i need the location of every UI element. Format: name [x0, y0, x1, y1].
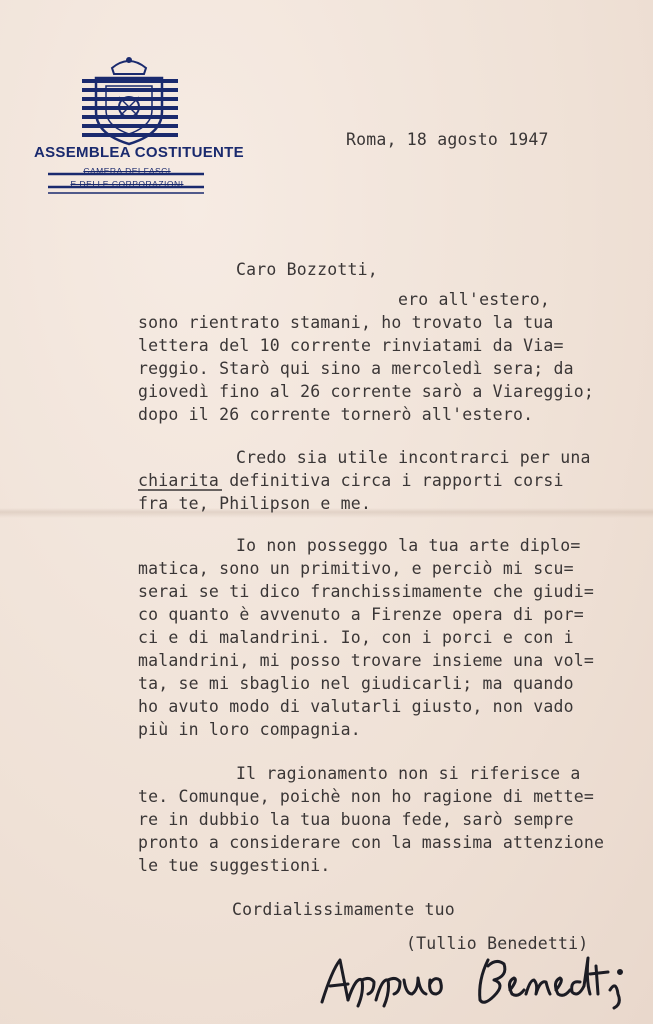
paragraph-3-line-8: ho avuto modo di valutarli giusto, non vado	[138, 697, 574, 716]
chiarita-underline	[138, 488, 228, 492]
crossed-out-emblem-icon	[34, 52, 224, 152]
letterhead-title: ASSEMBLEA COSTITUENTE	[34, 144, 244, 161]
paragraph-3-line-9: più in loro compagnia.	[138, 720, 361, 739]
paragraph-1-line-6: dopo il 26 corrente tornerò all'estero.	[138, 405, 534, 424]
paragraph-3-line-1: Io non posseggo la tua arte diplo=	[236, 536, 581, 555]
letterhead-strike-lines	[34, 164, 224, 194]
typed-name: (Tullio Benedetti)	[406, 934, 589, 953]
salutation: Caro Bozzotti,	[236, 260, 378, 279]
paragraph-3-line-7: ta, se mi sbaglio nel giudicarli; ma quando	[138, 674, 574, 693]
letterhead	[34, 52, 244, 202]
letterhead-subtitle-1: CAMERA DEI FASCI	[83, 166, 171, 176]
paragraph-3-line-3: serai se ti dico franchissimamente che giudi=	[138, 582, 595, 601]
letter-date: Roma, 18 agosto 1947	[346, 130, 549, 149]
paragraph-4-line-5: le tue suggestioni.	[138, 856, 331, 875]
paragraph-4-line-1: Il ragionamento non si riferisce a	[236, 764, 581, 783]
paragraph-2-line-1: Credo sia utile incontrarci per una	[236, 448, 591, 467]
paragraph-3-line-6: malandrini, mi posso trovare insieme una vol=	[138, 651, 595, 670]
paragraph-4-line-4: pronto a considerare con la massima attenzione	[138, 833, 605, 852]
paragraph-4-line-2: te. Comunque, poichè non ho ragione di mette=	[138, 787, 595, 806]
closing: Cordialissimamente tuo	[232, 900, 455, 919]
paragraph-1-line-2: sono rientrato stamani, ho trovato la tua	[138, 313, 554, 332]
paragraph-1-line-5: giovedì fino al 26 corrente sarò a Viareggio;	[138, 382, 595, 401]
paragraph-1-line-3: lettera del 10 corrente rinviatami da Via=	[138, 336, 564, 355]
handwritten-signature	[318, 950, 628, 1010]
paragraph-1-line-4: reggio. Starò qui sino a mercoledì sera; da	[138, 359, 574, 378]
paragraph-3-line-2: matica, sono un primitivo, e perciò mi scu=	[138, 559, 574, 578]
paragraph-4-line-3: re in dubbio la tua buona fede, sarò sempre	[138, 810, 574, 829]
paragraph-2-line-3: fra te, Philipson e me.	[138, 494, 372, 513]
paragraph-3-line-4: co quanto è avvenuto a Firenze opera di por=	[138, 605, 584, 624]
letterhead-subtitle-2: E DELLE CORPORAZIONI	[70, 179, 184, 189]
paragraph-1-line-1: ero all'estero,	[398, 290, 551, 309]
paragraph-3-line-5: ci e di malandrini. Io, con i porci e con i	[138, 628, 574, 647]
paragraph-2-line-2: chiarita definitiva circa i rapporti corsi	[138, 471, 564, 490]
